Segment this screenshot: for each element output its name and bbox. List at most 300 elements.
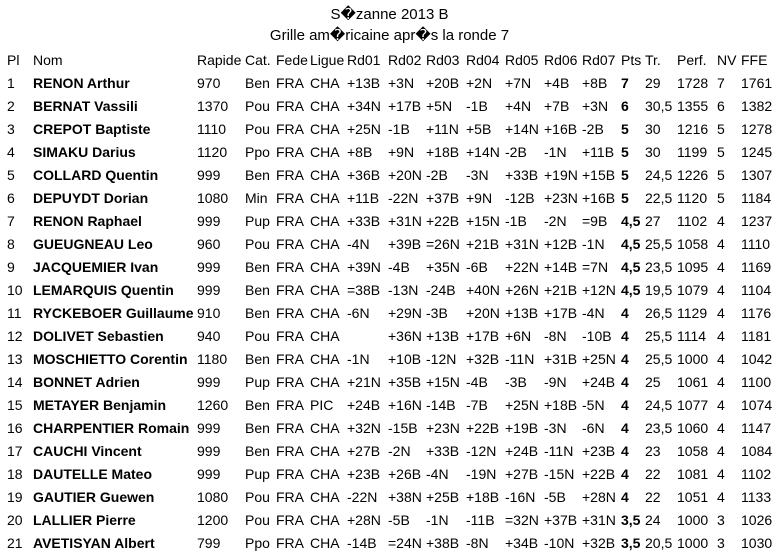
rapide-cell: 1370 <box>197 98 229 114</box>
fede-cell: FRA <box>276 466 304 482</box>
table-row <box>0 163 779 186</box>
nv-cell: 6 <box>717 98 725 114</box>
rd03-cell: -4N <box>426 466 449 482</box>
fede-cell: FRA <box>276 443 304 459</box>
tr-cell: 26,5 <box>645 305 673 321</box>
rd02-cell: =24N <box>388 535 422 551</box>
header-nom: Nom <box>33 52 63 68</box>
fede-cell: FRA <box>276 190 304 206</box>
pl-cell: 12 <box>7 328 23 344</box>
perf-cell: 1355 <box>677 98 709 114</box>
tr-cell: 24 <box>645 512 661 528</box>
rd06-cell: +23N <box>544 190 578 206</box>
perf-cell: 1000 <box>677 535 709 551</box>
ligue-cell: CHA <box>310 282 340 298</box>
pts-cell: 4,5 <box>621 213 641 229</box>
pts-cell: 4,5 <box>621 282 641 298</box>
tr-cell: 25,5 <box>645 351 673 367</box>
rd02-cell: -4B <box>388 259 410 275</box>
rd04-cell: +5B <box>466 121 492 137</box>
rd05-cell: -3B <box>505 374 527 390</box>
ffe-cell: 1278 <box>741 121 773 137</box>
nv-cell: 4 <box>717 420 725 436</box>
fede-cell: FRA <box>276 374 304 390</box>
rd05-cell: -16N <box>505 489 536 505</box>
pl-cell: 1 <box>7 75 15 91</box>
table-row <box>0 508 779 531</box>
rd03-cell: -3B <box>426 305 448 321</box>
ligue-cell: CHA <box>310 328 340 344</box>
cat-cell: Pou <box>245 328 270 344</box>
perf-cell: 1058 <box>677 443 709 459</box>
name-cell: AVETISYAN Albert <box>33 535 155 551</box>
ffe-cell: 1030 <box>741 535 773 551</box>
rd06-cell: -8N <box>544 328 567 344</box>
rd06-cell: +37B <box>544 512 578 528</box>
rd03-cell: +25B <box>426 489 460 505</box>
table-row <box>0 140 779 163</box>
rd05-cell: +24B <box>505 443 539 459</box>
rd01-cell: -4N <box>347 236 370 252</box>
table-row <box>0 531 779 554</box>
perf-cell: 1216 <box>677 121 709 137</box>
rd02-cell: -22N <box>388 190 419 206</box>
rapide-cell: 1120 <box>197 144 228 160</box>
rd04-cell: -11B <box>466 512 495 528</box>
fede-cell: FRA <box>276 213 304 229</box>
nv-cell: 4 <box>717 213 725 229</box>
rd05-cell: +31N <box>505 236 539 252</box>
pl-cell: 21 <box>7 535 23 551</box>
rd06-cell: +12B <box>544 236 578 252</box>
rapide-cell: 999 <box>197 443 221 459</box>
rd04-cell: +22B <box>466 420 500 436</box>
rd07-cell: -4N <box>582 305 605 321</box>
rd01-cell: +27B <box>347 443 381 459</box>
table-row <box>0 347 779 370</box>
pl-cell: 3 <box>7 121 15 137</box>
table-row <box>0 186 779 209</box>
rd07-cell: +25N <box>582 351 616 367</box>
fede-cell: FRA <box>276 121 304 137</box>
fede-cell: FRA <box>276 144 304 160</box>
name-cell: BERNAT Vassili <box>33 98 138 114</box>
rd05-cell: +33B <box>505 167 539 183</box>
rd04-cell: -1B <box>466 98 488 114</box>
ligue-cell: CHA <box>310 190 340 206</box>
rd04-cell: -8N <box>466 535 489 551</box>
ligue-cell: CHA <box>310 374 340 390</box>
perf-cell: 1129 <box>677 305 708 321</box>
nv-cell: 4 <box>717 259 725 275</box>
ligue-cell: CHA <box>310 98 340 114</box>
table-row <box>0 117 779 140</box>
perf-cell: 1000 <box>677 351 709 367</box>
rd03-cell: +22B <box>426 213 460 229</box>
rapide-cell: 960 <box>197 236 221 252</box>
header-ligue: Ligue <box>310 52 345 68</box>
rd06-cell: +18B <box>544 397 578 413</box>
name-cell: LALLIER Pierre <box>33 512 136 528</box>
cat-cell: Ben <box>245 420 270 436</box>
rd06-cell: -1N <box>544 144 567 160</box>
rapide-cell: 999 <box>197 374 221 390</box>
rapide-cell: 999 <box>197 282 221 298</box>
rd07-cell: +23B <box>582 443 616 459</box>
ffe-cell: 1237 <box>741 213 773 229</box>
rapide-cell: 999 <box>197 466 221 482</box>
rd02-cell: +9N <box>388 144 415 160</box>
rd03-cell: =26N <box>426 236 460 252</box>
rd07-cell: +24B <box>582 374 616 390</box>
header-perf: Perf. <box>677 52 707 68</box>
rd03-cell: +11N <box>426 121 459 137</box>
fede-cell: FRA <box>276 397 304 413</box>
rd07-cell: =9B <box>582 213 608 229</box>
rapide-cell: 1180 <box>197 351 228 367</box>
rd06-cell: +21B <box>544 282 578 298</box>
rd03-cell: -24B <box>426 282 456 298</box>
ligue-cell: PIC <box>310 397 334 413</box>
cat-cell: Ppo <box>245 144 270 160</box>
table-row <box>0 71 779 94</box>
table-row <box>0 416 779 439</box>
nv-cell: 4 <box>717 466 725 482</box>
cat-cell: Ben <box>245 351 270 367</box>
pl-cell: 18 <box>7 466 23 482</box>
rd01-cell: +39N <box>347 259 381 275</box>
ffe-cell: 1074 <box>741 397 773 413</box>
pts-cell: 3,5 <box>621 535 641 551</box>
header-tr: Tr. <box>645 52 661 68</box>
rapide-cell: 999 <box>197 259 221 275</box>
nv-cell: 4 <box>717 305 725 321</box>
table-row <box>0 301 779 324</box>
rd02-cell: +39B <box>388 236 422 252</box>
name-cell: DAUTELLE Mateo <box>33 466 152 482</box>
rd04-cell: +18B <box>466 489 500 505</box>
perf-cell: 1102 <box>677 213 708 229</box>
rd05-cell: +14N <box>505 121 539 137</box>
perf-cell: 1199 <box>677 144 708 160</box>
nv-cell: 4 <box>717 328 725 344</box>
rd06-cell: -11N <box>544 443 574 459</box>
rd06-cell: -9N <box>544 374 567 390</box>
ffe-cell: 1147 <box>741 420 772 436</box>
rd05-cell: +26N <box>505 282 539 298</box>
nv-cell: 4 <box>717 489 725 505</box>
name-cell: BONNET Adrien <box>33 374 140 390</box>
cat-cell: Min <box>245 190 268 206</box>
header-cat: Cat. <box>245 52 271 68</box>
pts-cell: 5 <box>621 167 629 183</box>
page-title: S�zanne 2013 B <box>330 6 449 23</box>
cat-cell: Ppo <box>245 535 270 551</box>
tr-cell: 23 <box>645 443 661 459</box>
tr-cell: 23,5 <box>645 259 673 275</box>
header-rd02: Rd02 <box>388 52 422 68</box>
header-rd04: Rd04 <box>466 52 500 68</box>
rd01-cell: +21N <box>347 374 381 390</box>
cat-cell: Pou <box>245 236 270 252</box>
header-rd06: Rd06 <box>544 52 578 68</box>
rd01-cell: +33B <box>347 213 381 229</box>
rd07-cell: +31N <box>582 512 616 528</box>
table-row <box>0 439 779 462</box>
rd05-cell: -11N <box>505 351 535 367</box>
nv-cell: 4 <box>717 397 725 413</box>
rd02-cell: +3N <box>388 75 415 91</box>
rapide-cell: 1080 <box>197 489 229 505</box>
header-ffe: FFE <box>741 52 768 68</box>
rd01-cell: =38B <box>347 282 381 298</box>
name-cell: RENON Raphael <box>33 213 142 229</box>
perf-cell: 1061 <box>677 374 709 390</box>
rd04-cell: +2N <box>466 75 493 91</box>
rd03-cell: -12N <box>426 351 457 367</box>
rd04-cell: +40N <box>466 282 500 298</box>
rd02-cell: +38N <box>388 489 422 505</box>
tr-cell: 22 <box>645 489 661 505</box>
ffe-cell: 1181 <box>741 328 772 344</box>
perf-cell: 1114 <box>677 328 707 344</box>
rd04-cell: -7B <box>466 397 488 413</box>
ffe-cell: 1100 <box>741 374 772 390</box>
nv-cell: 3 <box>717 535 725 551</box>
fede-cell: FRA <box>276 259 304 275</box>
rapide-cell: 799 <box>197 535 221 551</box>
rd02-cell: -5B <box>388 512 410 528</box>
rd06-cell: +19N <box>544 167 578 183</box>
rd07-cell: +8B <box>582 75 608 91</box>
ffe-cell: 1110 <box>741 236 771 252</box>
rd07-cell: -5N <box>582 397 605 413</box>
name-cell: JACQUEMIER Ivan <box>33 259 159 275</box>
rd04-cell: -3N <box>466 167 489 183</box>
pl-cell: 16 <box>7 420 23 436</box>
rd03-cell: -2B <box>426 167 448 183</box>
pl-cell: 7 <box>7 213 15 229</box>
ligue-cell: CHA <box>310 121 340 137</box>
nv-cell: 4 <box>717 282 725 298</box>
nv-cell: 7 <box>717 75 725 91</box>
ligue-cell: CHA <box>310 144 340 160</box>
rd04-cell: +17B <box>466 328 500 344</box>
name-cell: GUEUGNEAU Leo <box>33 236 153 252</box>
ffe-cell: 1042 <box>741 351 773 367</box>
rd03-cell: +23N <box>426 420 460 436</box>
rd03-cell: +37B <box>426 190 460 206</box>
fede-cell: FRA <box>276 420 304 436</box>
pts-cell: 4 <box>621 351 629 367</box>
perf-cell: 1081 <box>677 466 709 482</box>
header-rd05: Rd05 <box>505 52 539 68</box>
perf-cell: 1120 <box>677 190 708 206</box>
pts-cell: 7 <box>621 75 629 91</box>
rd01-cell: -6N <box>347 305 370 321</box>
header-pl: Pl <box>7 52 20 68</box>
pl-cell: 14 <box>7 374 23 390</box>
rd04-cell: +15N <box>466 213 500 229</box>
rd07-cell: +28N <box>582 489 616 505</box>
rd06-cell: -10N <box>544 535 575 551</box>
nv-cell: 5 <box>717 190 725 206</box>
rd02-cell: -13N <box>388 282 419 298</box>
pl-cell: 8 <box>7 236 15 252</box>
ligue-cell: CHA <box>310 420 340 436</box>
name-cell: MOSCHIETTO Corentin <box>33 351 188 367</box>
pl-cell: 15 <box>7 397 23 413</box>
perf-cell: 1226 <box>677 167 709 183</box>
ligue-cell: CHA <box>310 75 340 91</box>
cat-cell: Pou <box>245 489 270 505</box>
pts-cell: 4,5 <box>621 236 641 252</box>
cat-cell: Ben <box>245 397 270 413</box>
rd04-cell: +32B <box>466 351 500 367</box>
ffe-cell: 1382 <box>741 98 773 114</box>
rd05-cell: +27B <box>505 466 539 482</box>
rd06-cell: +4B <box>544 75 570 91</box>
rd01-cell: -22N <box>347 489 378 505</box>
rd05-cell: -1B <box>505 213 527 229</box>
ffe-cell: 1761 <box>741 75 773 91</box>
pts-cell: 4 <box>621 489 629 505</box>
nv-cell: 3 <box>717 512 725 528</box>
ligue-cell: CHA <box>310 466 340 482</box>
rd02-cell: -1B <box>388 121 410 137</box>
rd03-cell: +13B <box>426 328 460 344</box>
name-cell: METAYER Benjamin <box>33 397 167 413</box>
rd04-cell: -19N <box>466 466 497 482</box>
name-cell: GAUTIER Guewen <box>33 489 155 505</box>
pts-cell: 4 <box>621 397 629 413</box>
tr-cell: 29 <box>645 75 661 91</box>
cat-cell: Pup <box>245 374 270 390</box>
tr-cell: 23,5 <box>645 420 673 436</box>
ffe-cell: 1102 <box>741 466 772 482</box>
tr-cell: 30 <box>645 121 661 137</box>
rapide-cell: 1080 <box>197 190 229 206</box>
rd05-cell: -12B <box>505 190 535 206</box>
fede-cell: FRA <box>276 489 304 505</box>
rd07-cell: +32B <box>582 535 616 551</box>
pts-cell: 4 <box>621 466 629 482</box>
cat-cell: Ben <box>245 259 270 275</box>
rd05-cell: +13B <box>505 305 539 321</box>
nv-cell: 5 <box>717 144 725 160</box>
rd07-cell: -6N <box>582 420 605 436</box>
rd06-cell: -2N <box>544 213 567 229</box>
pts-cell: 4 <box>621 374 629 390</box>
cat-cell: Pou <box>245 121 270 137</box>
table-row <box>0 324 779 347</box>
rd05-cell: +6N <box>505 328 532 344</box>
header-rapide: Rapide <box>197 52 242 68</box>
rapide-cell: 1110 <box>197 121 227 137</box>
rd02-cell: +36N <box>388 328 422 344</box>
perf-cell: 1051 <box>677 489 709 505</box>
header-pts: Pts <box>621 52 642 68</box>
rd01-cell: +34N <box>347 98 381 114</box>
rd01-cell: -1N <box>347 351 370 367</box>
pts-cell: 5 <box>621 144 629 160</box>
rd05-cell: +25N <box>505 397 539 413</box>
rd07-cell: =7N <box>582 259 609 275</box>
pl-cell: 9 <box>7 259 15 275</box>
rd07-cell: +16B <box>582 190 616 206</box>
rd03-cell: +15N <box>426 374 460 390</box>
rd04-cell: +14N <box>466 144 500 160</box>
ffe-cell: 1245 <box>741 144 773 160</box>
header-fede: Fede <box>276 52 308 68</box>
tr-cell: 22,5 <box>645 190 673 206</box>
name-cell: CAUCHI Vincent <box>33 443 142 459</box>
rd06-cell: -15N <box>544 466 575 482</box>
rapide-cell: 940 <box>197 328 221 344</box>
fede-cell: FRA <box>276 282 304 298</box>
rd04-cell: +21B <box>466 236 500 252</box>
pl-cell: 4 <box>7 144 15 160</box>
name-cell: LEMARQUIS Quentin <box>33 282 174 298</box>
rd01-cell: +13B <box>347 75 381 91</box>
rd01-cell: +32N <box>347 420 381 436</box>
ligue-cell: CHA <box>310 443 340 459</box>
cat-cell: Pou <box>245 512 270 528</box>
cat-cell: Ben <box>245 443 270 459</box>
cat-cell: Pup <box>245 213 270 229</box>
ffe-cell: 1169 <box>741 259 772 275</box>
pl-cell: 2 <box>7 98 15 114</box>
ffe-cell: 1026 <box>741 512 773 528</box>
table-row <box>0 278 779 301</box>
perf-cell: 1077 <box>677 397 709 413</box>
fede-cell: FRA <box>276 236 304 252</box>
rd04-cell: -4B <box>466 374 488 390</box>
pts-cell: 5 <box>621 121 629 137</box>
table-header-row <box>0 48 779 71</box>
rd03-cell: +38B <box>426 535 460 551</box>
rapide-cell: 999 <box>197 420 221 436</box>
table-row <box>0 209 779 232</box>
fede-cell: FRA <box>276 98 304 114</box>
fede-cell: FRA <box>276 535 304 551</box>
table-row <box>0 94 779 117</box>
cat-cell: Ben <box>245 282 270 298</box>
cat-cell: Ben <box>245 75 270 91</box>
rd06-cell: -5B <box>544 489 566 505</box>
ffe-cell: 1176 <box>741 305 772 321</box>
nv-cell: 4 <box>717 236 725 252</box>
header-nv: NV <box>717 52 737 68</box>
ligue-cell: CHA <box>310 259 340 275</box>
cat-cell: Ben <box>245 305 270 321</box>
name-cell: DEPUYDT Dorian <box>33 190 149 206</box>
ligue-cell: CHA <box>310 167 340 183</box>
pl-cell: 13 <box>7 351 23 367</box>
rd07-cell: +3N <box>582 98 609 114</box>
nv-cell: 4 <box>717 351 725 367</box>
cat-cell: Ben <box>245 167 270 183</box>
ligue-cell: CHA <box>310 236 340 252</box>
fede-cell: FRA <box>276 305 304 321</box>
name-cell: CHARPENTIER Romain <box>33 420 190 436</box>
rd05-cell: +19B <box>505 420 539 436</box>
ligue-cell: CHA <box>310 351 340 367</box>
rd07-cell: -1N <box>582 236 605 252</box>
ffe-cell: 1084 <box>741 443 773 459</box>
name-cell: CREPOT Baptiste <box>33 121 151 137</box>
rd06-cell: +14B <box>544 259 578 275</box>
